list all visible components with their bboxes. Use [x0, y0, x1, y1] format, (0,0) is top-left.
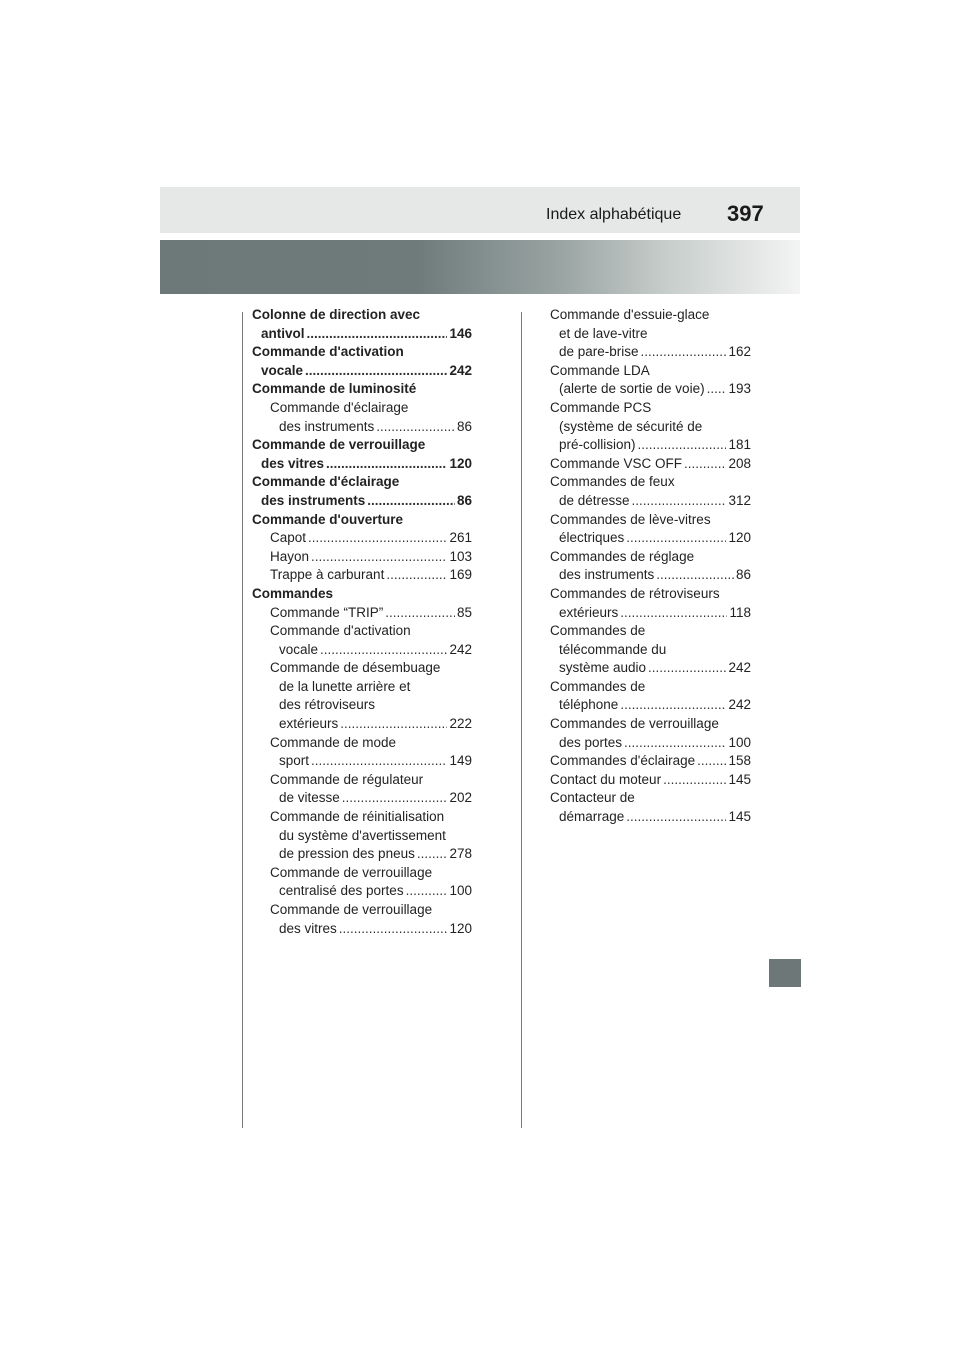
index-entry-text: des vitres	[279, 920, 337, 936]
index-entry	[550, 306, 751, 362]
dot-leader	[707, 380, 727, 399]
index-page-ref: 85	[456, 604, 472, 620]
index-entry-text: Commandes d'éclairage	[550, 753, 696, 769]
index-entry-text: des vitres	[261, 455, 325, 471]
dot-leader	[663, 771, 726, 790]
index-page-ref: 261	[449, 530, 472, 546]
index-entry-text: électriques	[559, 530, 625, 546]
index-entry-text: vocale	[261, 362, 304, 378]
section-title: Index alphabétique	[546, 206, 682, 223]
index-page-ref: 86	[735, 567, 751, 583]
index-entry	[252, 473, 472, 510]
dot-leader	[326, 455, 447, 474]
index-entry-line	[252, 455, 472, 474]
index-entry-line	[252, 362, 472, 381]
index-entry-text: des instruments	[279, 418, 375, 434]
dot-leader	[308, 529, 447, 548]
index-entry	[252, 306, 472, 343]
dot-leader	[624, 734, 726, 753]
index-entry-text: Commandes de lève-vitres	[550, 511, 711, 527]
index-entry-line	[550, 604, 751, 623]
index-entry-line	[270, 715, 472, 734]
index-entry-text: (système de sécurité de	[559, 418, 703, 434]
dot-leader	[385, 604, 455, 623]
dot-leader	[626, 808, 726, 827]
dot-leader	[638, 436, 727, 455]
index-entry-text: Commande PCS	[550, 399, 652, 415]
index-entry-text: Commande VSC OFF	[550, 455, 683, 471]
index-entry	[550, 455, 751, 474]
section-thumb-tab	[769, 959, 801, 987]
index-entry-text: antivol	[261, 325, 305, 341]
index-entry-line	[550, 492, 751, 511]
index-entry-text: Commande de mode	[270, 734, 397, 750]
index-entry-text: Commandes de rétroviseurs	[550, 585, 720, 601]
index-entry-text: de la lunette arrière et	[279, 678, 411, 694]
index-entry	[252, 604, 472, 623]
index-page-ref: 278	[449, 846, 472, 862]
dot-leader	[620, 696, 726, 715]
index-entry-line	[550, 696, 751, 715]
index-page-ref: 242	[728, 697, 751, 713]
index-entry	[252, 529, 472, 548]
dot-leader	[376, 418, 455, 437]
index-entry-text: Commande de désembuage	[270, 660, 441, 676]
dot-leader	[641, 343, 727, 362]
index-entry-line	[270, 789, 472, 808]
index-page-ref: 120	[449, 920, 472, 936]
index-entry-line	[270, 641, 472, 660]
index-entry-text: sport	[279, 753, 310, 769]
index-page-ref: 100	[449, 883, 472, 899]
index-page-ref: 312	[728, 492, 751, 508]
index-page-ref: 118	[729, 604, 751, 620]
index-entry-text: de pare-brise	[559, 344, 639, 360]
index-entry-line	[270, 882, 472, 901]
index-entry	[550, 715, 751, 752]
index-page-ref: 222	[449, 716, 472, 732]
dot-leader	[620, 604, 727, 623]
index-entry	[252, 380, 472, 399]
dot-leader	[311, 548, 447, 567]
index-entry-text: et de lave-vitre	[559, 325, 648, 341]
index-page-ref: 242	[728, 660, 751, 676]
dot-leader	[339, 920, 448, 939]
index-page-ref: 242	[449, 641, 472, 657]
dot-leader	[340, 715, 447, 734]
index-entry-line	[550, 566, 751, 585]
index-entry-text: téléphone	[559, 697, 619, 713]
index-page-ref: 86	[456, 418, 472, 434]
index-entry-text: Commandes de	[550, 623, 646, 639]
index-entry-line	[252, 325, 472, 344]
index-entry-text: Commande de régulateur	[270, 771, 424, 787]
index-entry-text: Trappe à carburant	[270, 567, 385, 583]
index-entry-text: Commande de réinitialisation	[270, 809, 445, 825]
index-entry-text: (alerte de sortie de voie)	[559, 381, 705, 397]
index-entry-text: Commandes de feux	[550, 474, 675, 490]
index-entry-line	[550, 771, 751, 790]
index-entry	[252, 864, 472, 901]
index-entry-text: Hayon	[270, 548, 310, 564]
index-entry-text: Commande d'essuie-glace	[550, 307, 710, 322]
index-entry	[550, 752, 751, 771]
index-page-ref: 208	[728, 455, 751, 471]
header-gradient-band	[160, 240, 800, 294]
index-page-ref: 149	[449, 753, 472, 769]
index-entry-text: Commande d'ouverture	[252, 511, 403, 527]
index-entry-line	[270, 752, 472, 771]
index-entry	[550, 548, 751, 585]
index-entry-line	[550, 752, 751, 771]
index-entry-text: Capot	[270, 530, 307, 546]
index-page-ref: 120	[449, 455, 472, 471]
index-entry	[550, 511, 751, 548]
index-page-ref: 100	[728, 734, 751, 750]
index-entry-text: système audio	[559, 660, 647, 676]
dot-leader	[417, 845, 448, 864]
index-entry	[252, 901, 472, 938]
index-entry	[550, 362, 751, 399]
dot-leader	[632, 492, 727, 511]
dot-leader	[311, 752, 447, 771]
index-entry-text: Commande LDA	[550, 362, 650, 378]
index-entry-text: Commande d'éclairage	[252, 474, 400, 490]
index-entry-text: Commandes de verrouillage	[550, 716, 719, 732]
index-entry-text: Commandes de réglage	[550, 548, 695, 564]
index-entry-text: Colonne de direction avec	[252, 307, 421, 322]
header-band	[160, 187, 800, 233]
index-entry-text: extérieurs	[279, 716, 339, 732]
left-column-rule	[242, 312, 243, 1128]
index-entry-text: Commande “TRIP”	[270, 604, 384, 620]
index-entry-text: Commande d'activation	[270, 623, 411, 639]
index-entry-text: Commande de luminosité	[252, 381, 417, 397]
index-entry-text: des portes	[559, 734, 623, 750]
index-page-ref: 181	[728, 437, 751, 453]
index-page-ref: 146	[449, 325, 472, 341]
index-page-ref: 86	[456, 492, 472, 508]
index-entry	[252, 808, 472, 864]
index-entry-line	[270, 548, 472, 567]
index-entry-line	[270, 604, 472, 623]
dot-leader	[386, 566, 447, 585]
index-entry-line	[270, 566, 472, 585]
dot-leader	[656, 566, 734, 585]
index-entry-text: de détresse	[559, 492, 630, 508]
index-entry-line	[270, 418, 472, 437]
index-entry	[252, 343, 472, 380]
index-entry	[252, 734, 472, 771]
index-page-ref: 242	[449, 362, 472, 378]
index-entry-text: Contact du moteur	[550, 771, 662, 787]
index-entry	[252, 659, 472, 733]
index-entry-text: pré-collision)	[559, 437, 636, 453]
index-page-ref: 202	[449, 790, 472, 806]
index-column-left	[252, 306, 472, 938]
index-entry-text: centralisé des portes	[279, 883, 404, 899]
index-entry-line	[270, 845, 472, 864]
dot-leader	[697, 752, 726, 771]
index-entry	[252, 548, 472, 567]
index-entry-line	[270, 920, 472, 939]
index-page-ref: 145	[728, 809, 751, 825]
index-entry-text: Commande d'éclairage	[270, 399, 409, 415]
index-entry	[550, 771, 751, 790]
dot-leader	[684, 455, 726, 474]
dot-leader	[626, 529, 726, 548]
index-entry-text: Commandes de	[550, 678, 646, 694]
index-entry-text: du système d'avertissement	[279, 827, 446, 843]
index-entry-line	[550, 343, 751, 362]
index-entry-text: Commande de verrouillage	[270, 902, 433, 917]
index-entry	[252, 622, 472, 659]
index-entry-text: Commande de verrouillage	[270, 864, 433, 880]
index-entry-line	[270, 529, 472, 548]
index-entry-line	[550, 808, 751, 827]
index-entry-text: démarrage	[559, 809, 625, 825]
index-entry-line	[550, 380, 751, 399]
index-entry-text: Commandes	[252, 585, 334, 601]
index-page-ref: 145	[728, 771, 751, 787]
index-entry	[550, 585, 751, 622]
index-entry	[550, 789, 751, 826]
index-page-ref: 162	[728, 344, 751, 360]
index-entry-line	[550, 529, 751, 548]
index-column-right	[550, 306, 751, 827]
index-entry-text: de vitesse	[279, 790, 340, 806]
index-entry	[252, 436, 472, 473]
dot-leader	[367, 492, 455, 511]
index-page-ref: 158	[728, 753, 751, 769]
index-entry-line	[252, 492, 472, 511]
index-entry	[252, 771, 472, 808]
dot-leader	[648, 659, 726, 678]
index-entry-text: Contacteur de	[550, 790, 635, 806]
index-entry-line	[550, 455, 751, 474]
index-entry-text: de pression des pneus	[279, 846, 415, 862]
index-page-ref: 103	[449, 548, 472, 564]
index-entry-line	[550, 659, 751, 678]
dot-leader	[406, 882, 448, 901]
index-entry-text: des rétroviseurs	[279, 697, 376, 713]
index-entry-text: vocale	[279, 641, 319, 657]
index-entry-line	[550, 734, 751, 753]
index-entry	[550, 622, 751, 678]
index-entry-text: Commande d'activation	[252, 344, 404, 360]
page-number: 397	[727, 201, 764, 226]
index-entry-line	[550, 436, 751, 455]
index-entry	[252, 566, 472, 585]
index-entry	[550, 678, 751, 715]
dot-leader	[342, 789, 448, 808]
index-entry-text: Commande de verrouillage	[252, 437, 426, 453]
index-entry	[550, 473, 751, 510]
dot-leader	[320, 641, 447, 660]
index-entry-text: télécommande du	[559, 641, 667, 657]
dot-leader	[307, 325, 448, 344]
index-entry	[252, 399, 472, 436]
index-page-ref: 120	[728, 530, 751, 546]
index-entry-text: extérieurs	[559, 604, 619, 620]
dot-leader	[305, 362, 447, 381]
index-entry	[252, 585, 472, 604]
index-entry	[252, 511, 472, 530]
right-column-rule	[521, 312, 522, 1128]
index-page-ref: 193	[728, 381, 751, 397]
index-page-ref: 169	[449, 567, 472, 583]
index-entry	[550, 399, 751, 455]
index-entry-text: des instruments	[559, 567, 655, 583]
index-entry-text: des instruments	[261, 492, 366, 508]
